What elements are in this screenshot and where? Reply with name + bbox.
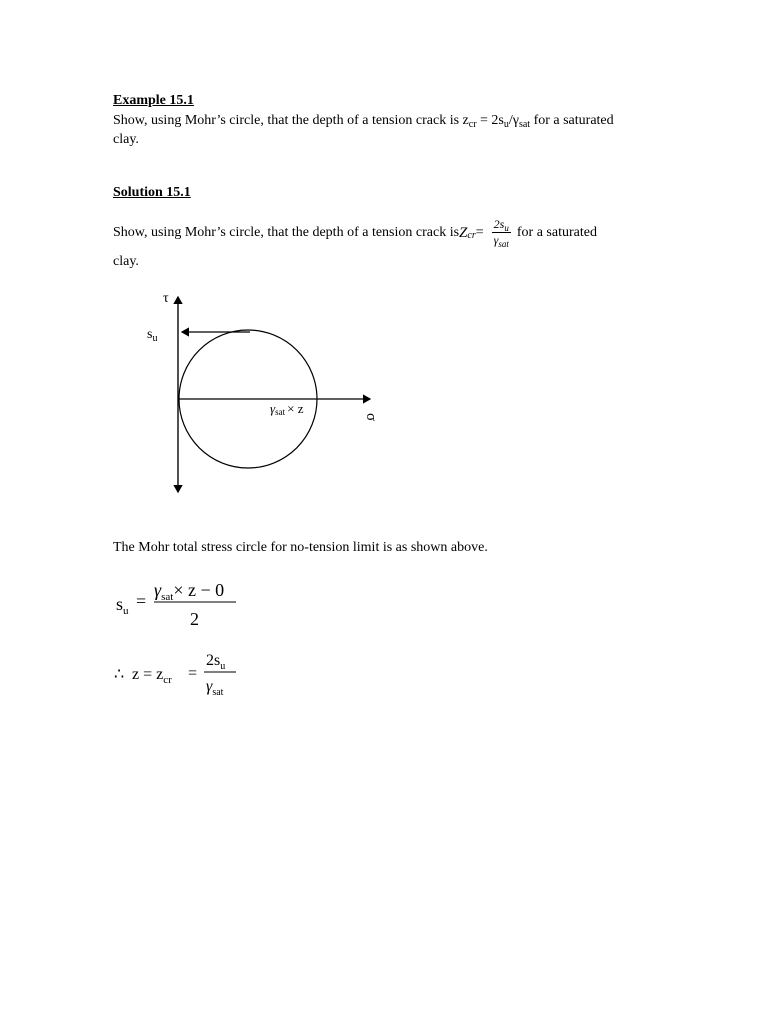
example-heading: Example 15.1: [113, 93, 194, 108]
equation-zcr: [110, 645, 270, 705]
z-subscript: cr: [468, 119, 477, 130]
eq2-therefore: ∴: [114, 666, 125, 683]
eq2-lhs: $z = z_{cr}$: [132, 666, 172, 686]
solution-z: Z: [459, 224, 468, 241]
solution-heading: Solution 15.1: [113, 185, 191, 200]
equation-su: [110, 575, 270, 635]
eq1-equals: =: [136, 591, 147, 611]
solution-z-sub: cr: [467, 229, 476, 241]
diagram-caption: The Mohr total stress circle for no-tension limit is as shown above.: [113, 540, 488, 555]
tau-label: τ: [163, 291, 169, 306]
example-statement-line2: clay.: [113, 132, 139, 147]
eq2-equals: =: [188, 665, 198, 682]
solution-text-post: for a saturated: [516, 224, 597, 240]
solution-statement-line2: clay.: [113, 254, 139, 269]
radius-label: γsat × z: [270, 401, 304, 417]
eq1-lhs: $s_u$: [116, 594, 129, 617]
eq1-numerator: $\gamma_{sat}\times z - 0$: [154, 580, 225, 603]
fraction-numerator: $2s_u$: [493, 217, 509, 233]
example-text-pre: Show, using Mohr’s circle, that the depth of a tension crack is z: [113, 113, 469, 128]
example-text-post: for a saturated: [530, 113, 614, 128]
solution-equals: =: [475, 224, 484, 240]
fraction-denominator: $\gamma_{sat}$: [493, 233, 509, 249]
gamma-subscript: sat: [518, 119, 531, 130]
solution-text-pre: Show, using Mohr’s circle, that the depth of a tension crack is: [113, 224, 460, 240]
eq2-denominator: $\gamma_{sat}$: [206, 678, 224, 698]
example-slash-gamma: /γ: [508, 113, 519, 128]
example-eq: = 2s: [476, 113, 504, 128]
su-label: $s_u$: [147, 327, 158, 344]
su-subscript: u: [503, 119, 509, 130]
eq1-denominator: 2: [190, 609, 199, 629]
sigma-label: σ: [363, 413, 379, 422]
eq2-numerator: $2s_u$: [206, 652, 226, 672]
